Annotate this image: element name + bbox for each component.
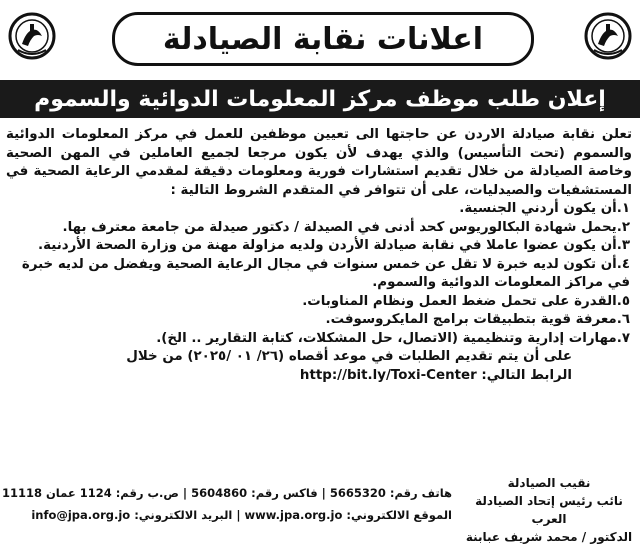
link-line xyxy=(6,367,632,386)
signature-block xyxy=(464,474,634,546)
subtitle: إعلان طلب موظف مركز المعلومات الدوائية والسموم xyxy=(34,86,606,112)
signature-role: نائب رئيس إتحاد الصيادلة العرب xyxy=(475,494,623,526)
contact-web-line: الموقع الالكتروني: www.jpa.org.jo | البريد الالكتروني: info@jpa.org.jo xyxy=(31,508,452,522)
link-prefix: الرابط التالي: xyxy=(481,367,572,383)
signature-name: الدكتور / محمد شريف عبابنة xyxy=(465,530,633,544)
page-title: اعلانات نقابة الصيادلة xyxy=(162,21,484,57)
page-title-box xyxy=(112,12,534,66)
pharmacists-association-logo-icon xyxy=(584,10,632,62)
condition-item: ٧.مهارات إدارية وتنظيمية (الاتصال، حل المشكلات، كتابة التقارير .. الخ). xyxy=(156,330,630,346)
deadline-text: على أن يتم تقديم الطلبات في موعد أقصاه (٢٦/ ٠١ /٢٠٢٥) من خلال xyxy=(126,349,572,364)
condition-item: ٢.يحمل شهادة البكالوريوس كحد أدنى في الصيدلة / دكتور صيدلة من جامعة معترف بها. xyxy=(62,219,630,235)
signature-title: نقيب الصيادلة xyxy=(507,476,591,490)
condition-item: ٦.معرفة قوية بتطبيقات برامج المايكروسوفت. xyxy=(325,312,630,327)
header xyxy=(0,0,640,80)
contact-footer xyxy=(0,482,452,526)
ad-body xyxy=(6,126,632,385)
conditions-list xyxy=(6,200,632,348)
pharmacists-association-logo-icon xyxy=(8,10,56,62)
intro-paragraph: تعلن نقابة صيادلة الاردن عن حاجتها الى تعيين موظفين للعمل في مركز المعلومات الدوائية والسموم (تحت التأسيس) والذي يهدف لأن يكون مرجعا لجميع العاملين في المهن الصحية وخاصة الصيادلة من خلال تقديم استشارات فورية ومعلومات دقيقة لمقدمي الرعاية الصحية في المستشفيات والصيدليات، على أن تتوافر في المتقدم الشروط التالية : xyxy=(6,127,632,198)
condition-item: ١.أن يكون أردني الجنسية. xyxy=(459,201,630,216)
application-link[interactable]: http://bit.ly/Toxi-Center xyxy=(299,367,477,383)
condition-item: ٣.أن يكون عضوا عاملا في نقابة صيادلة الأردن ولديه مزاولة مهنة من وزارة الصحة الأردنية. xyxy=(38,238,630,253)
contact-phone-line: هاتف رقم: 5665320 | فاكس رقم: 5604860 | ص.ب رقم: 1124 عمان 11118 xyxy=(1,486,452,500)
condition-item: ٤.أن تكون لديه خبرة لا تقل عن خمس سنوات في مجال الرعاية الصحية ويفضل من لديه خبرة في مراكز المعلومات الدوائية والسموم. xyxy=(21,256,630,290)
subtitle-bar xyxy=(0,80,640,118)
condition-item: ٥.القدرة على تحمل ضغط العمل ونظام المناوبات. xyxy=(302,293,630,309)
